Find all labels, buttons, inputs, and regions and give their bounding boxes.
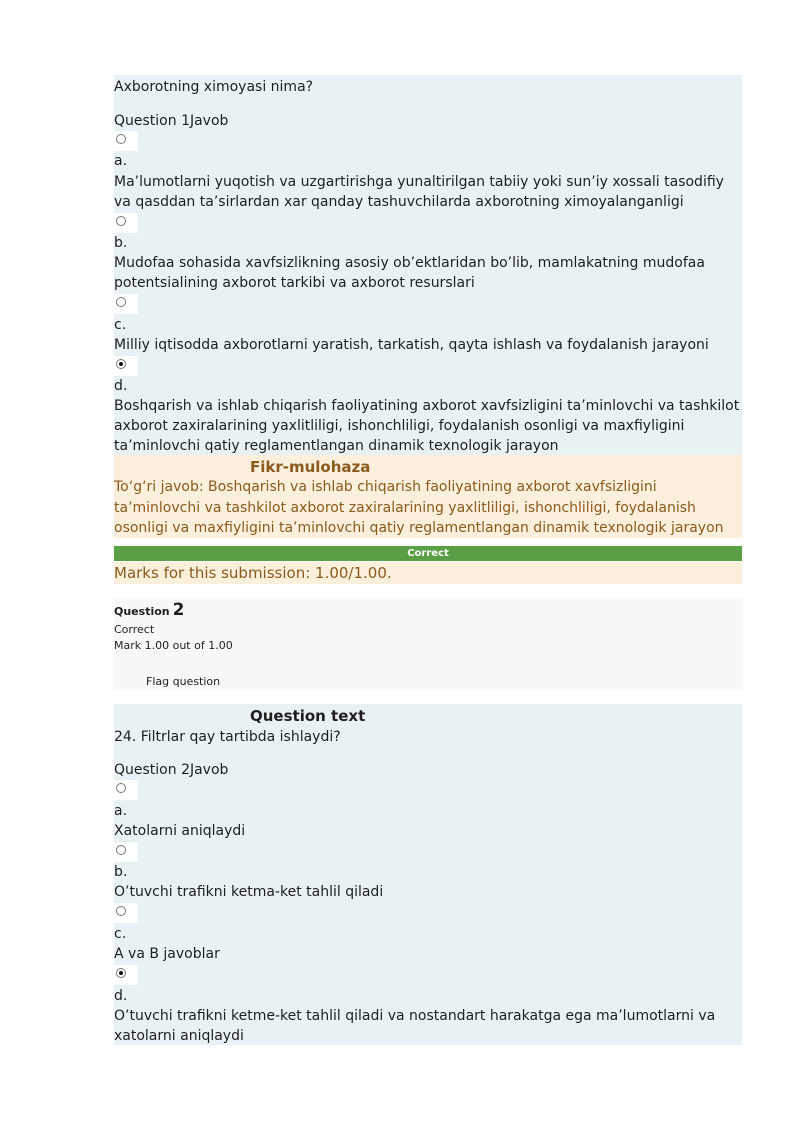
question-1-text: Axborotning ximoyasi nima? xyxy=(114,79,314,95)
option-b-letter: b. xyxy=(114,235,128,251)
option-b-text[interactable]: Mudofaa sohasida xavfsizlikning asosiy ob’ektlaridan bo’lib, mamlakatning mudofaa potentsialining axborot tarkibi va axborot resurslari xyxy=(114,255,705,291)
option-a-radio-box[interactable] xyxy=(114,131,138,151)
q2-option-b-letter: b. xyxy=(114,864,128,880)
q2-option-d-radio-box[interactable] xyxy=(114,965,138,985)
option-c-radio[interactable] xyxy=(116,297,126,307)
q2-option-a-radio[interactable] xyxy=(116,783,126,793)
option-c-radio-box[interactable] xyxy=(114,294,138,314)
option-a-text[interactable]: Ma’lumotlarni yuqotish va uzgartirishga yunaltirilgan tabiiy yoki sun’iy xossali tasodifiy va qasddan ta’sirlardan xar qanday tashuvchilarda axborotning ximoyalanganligi xyxy=(114,174,724,210)
q2-option-d-letter: d. xyxy=(114,988,128,1004)
question-1-answer-label: Question 1Javob xyxy=(114,113,229,129)
q2-option-c-letter: c. xyxy=(114,926,127,942)
option-c-letter: c. xyxy=(114,317,127,333)
q2-option-a-letter: a. xyxy=(114,803,128,819)
question-number: 2 xyxy=(172,600,185,620)
option-d-text[interactable]: Boshqarish va ishlab chiqarish faoliyatining axborot xavfsizligini ta’minlovchi va tashkilot axborot zaxiralarining yaxlitliligi, ishonchliligi, foydalanish osonligi va maxfiyligini ta’minlovchi qatiy reglamentlangan dinamik texnologik jarayon xyxy=(114,398,740,454)
q2-option-d-text[interactable]: O’tuvchi trafikni ketme-ket tahlil qiladi va nostandart harakatga ega ma’lumotlarni va xatolarni aniqlaydi xyxy=(114,1008,716,1044)
q2-option-a-radio-box[interactable] xyxy=(114,780,138,800)
option-c-text[interactable]: Milliy iqtisodda axborotlarni yaratish, tarkatish, qayta ishlash va foydalanish jarayoni xyxy=(114,337,709,353)
feedback-text: To‘g‘ri javob: Boshqarish va ishlab chiqarish faoliyatining axborot xavfsizligini ta’minlovchi va tashkilot axborot zaxiralarining yaxlitliligi, ishonchliligi, foydalanish osonligi va maxfiyligini ta’minlovchi qatiy reglamentlangan dinamik texnologik jarayon xyxy=(114,479,724,536)
q2-option-b-text[interactable]: O’tuvchi trafikni ketma-ket tahlil qiladi xyxy=(114,884,384,900)
question-2-mark: Mark 1.00 out of 1.00 xyxy=(114,639,233,652)
option-a-radio[interactable] xyxy=(116,134,126,144)
option-d-letter: d. xyxy=(114,378,128,394)
q2-option-b-radio[interactable] xyxy=(116,845,126,855)
option-a-letter: a. xyxy=(114,153,128,169)
question-2-heading xyxy=(114,600,184,622)
feedback-box xyxy=(114,455,742,538)
question-2-answer-label: Question 2Javob xyxy=(114,762,229,778)
option-d-radio-box[interactable] xyxy=(114,356,138,376)
q2-option-a-text[interactable]: Xatolarni aniqlaydi xyxy=(114,823,246,839)
correct-status-bar: Correct xyxy=(114,546,742,561)
question-2-info xyxy=(114,598,742,690)
option-b-radio-box[interactable] xyxy=(114,213,138,233)
feedback-title: Fikr-mulohaza xyxy=(250,458,371,476)
question-word: Question xyxy=(114,605,170,618)
q2-option-c-radio-box[interactable] xyxy=(114,903,138,923)
option-b-radio[interactable] xyxy=(116,216,126,226)
question-2-text: 24. Filtrlar qay tartibda ishlaydi? xyxy=(114,729,341,745)
q2-option-c-radio[interactable] xyxy=(116,906,126,916)
marks-for-submission: Marks for this submission: 1.00/1.00. xyxy=(114,562,742,584)
question-2-content xyxy=(114,704,742,1045)
question-text-heading: Question text xyxy=(250,707,366,725)
question-1-content xyxy=(114,75,742,455)
question-2-state: Correct xyxy=(114,623,155,636)
q2-option-d-radio[interactable] xyxy=(116,968,126,978)
option-d-radio[interactable] xyxy=(116,359,126,369)
flag-question-link[interactable]: Flag question xyxy=(146,675,221,688)
q2-option-c-text[interactable]: A va B javoblar xyxy=(114,946,220,962)
q2-option-b-radio-box[interactable] xyxy=(114,842,138,862)
